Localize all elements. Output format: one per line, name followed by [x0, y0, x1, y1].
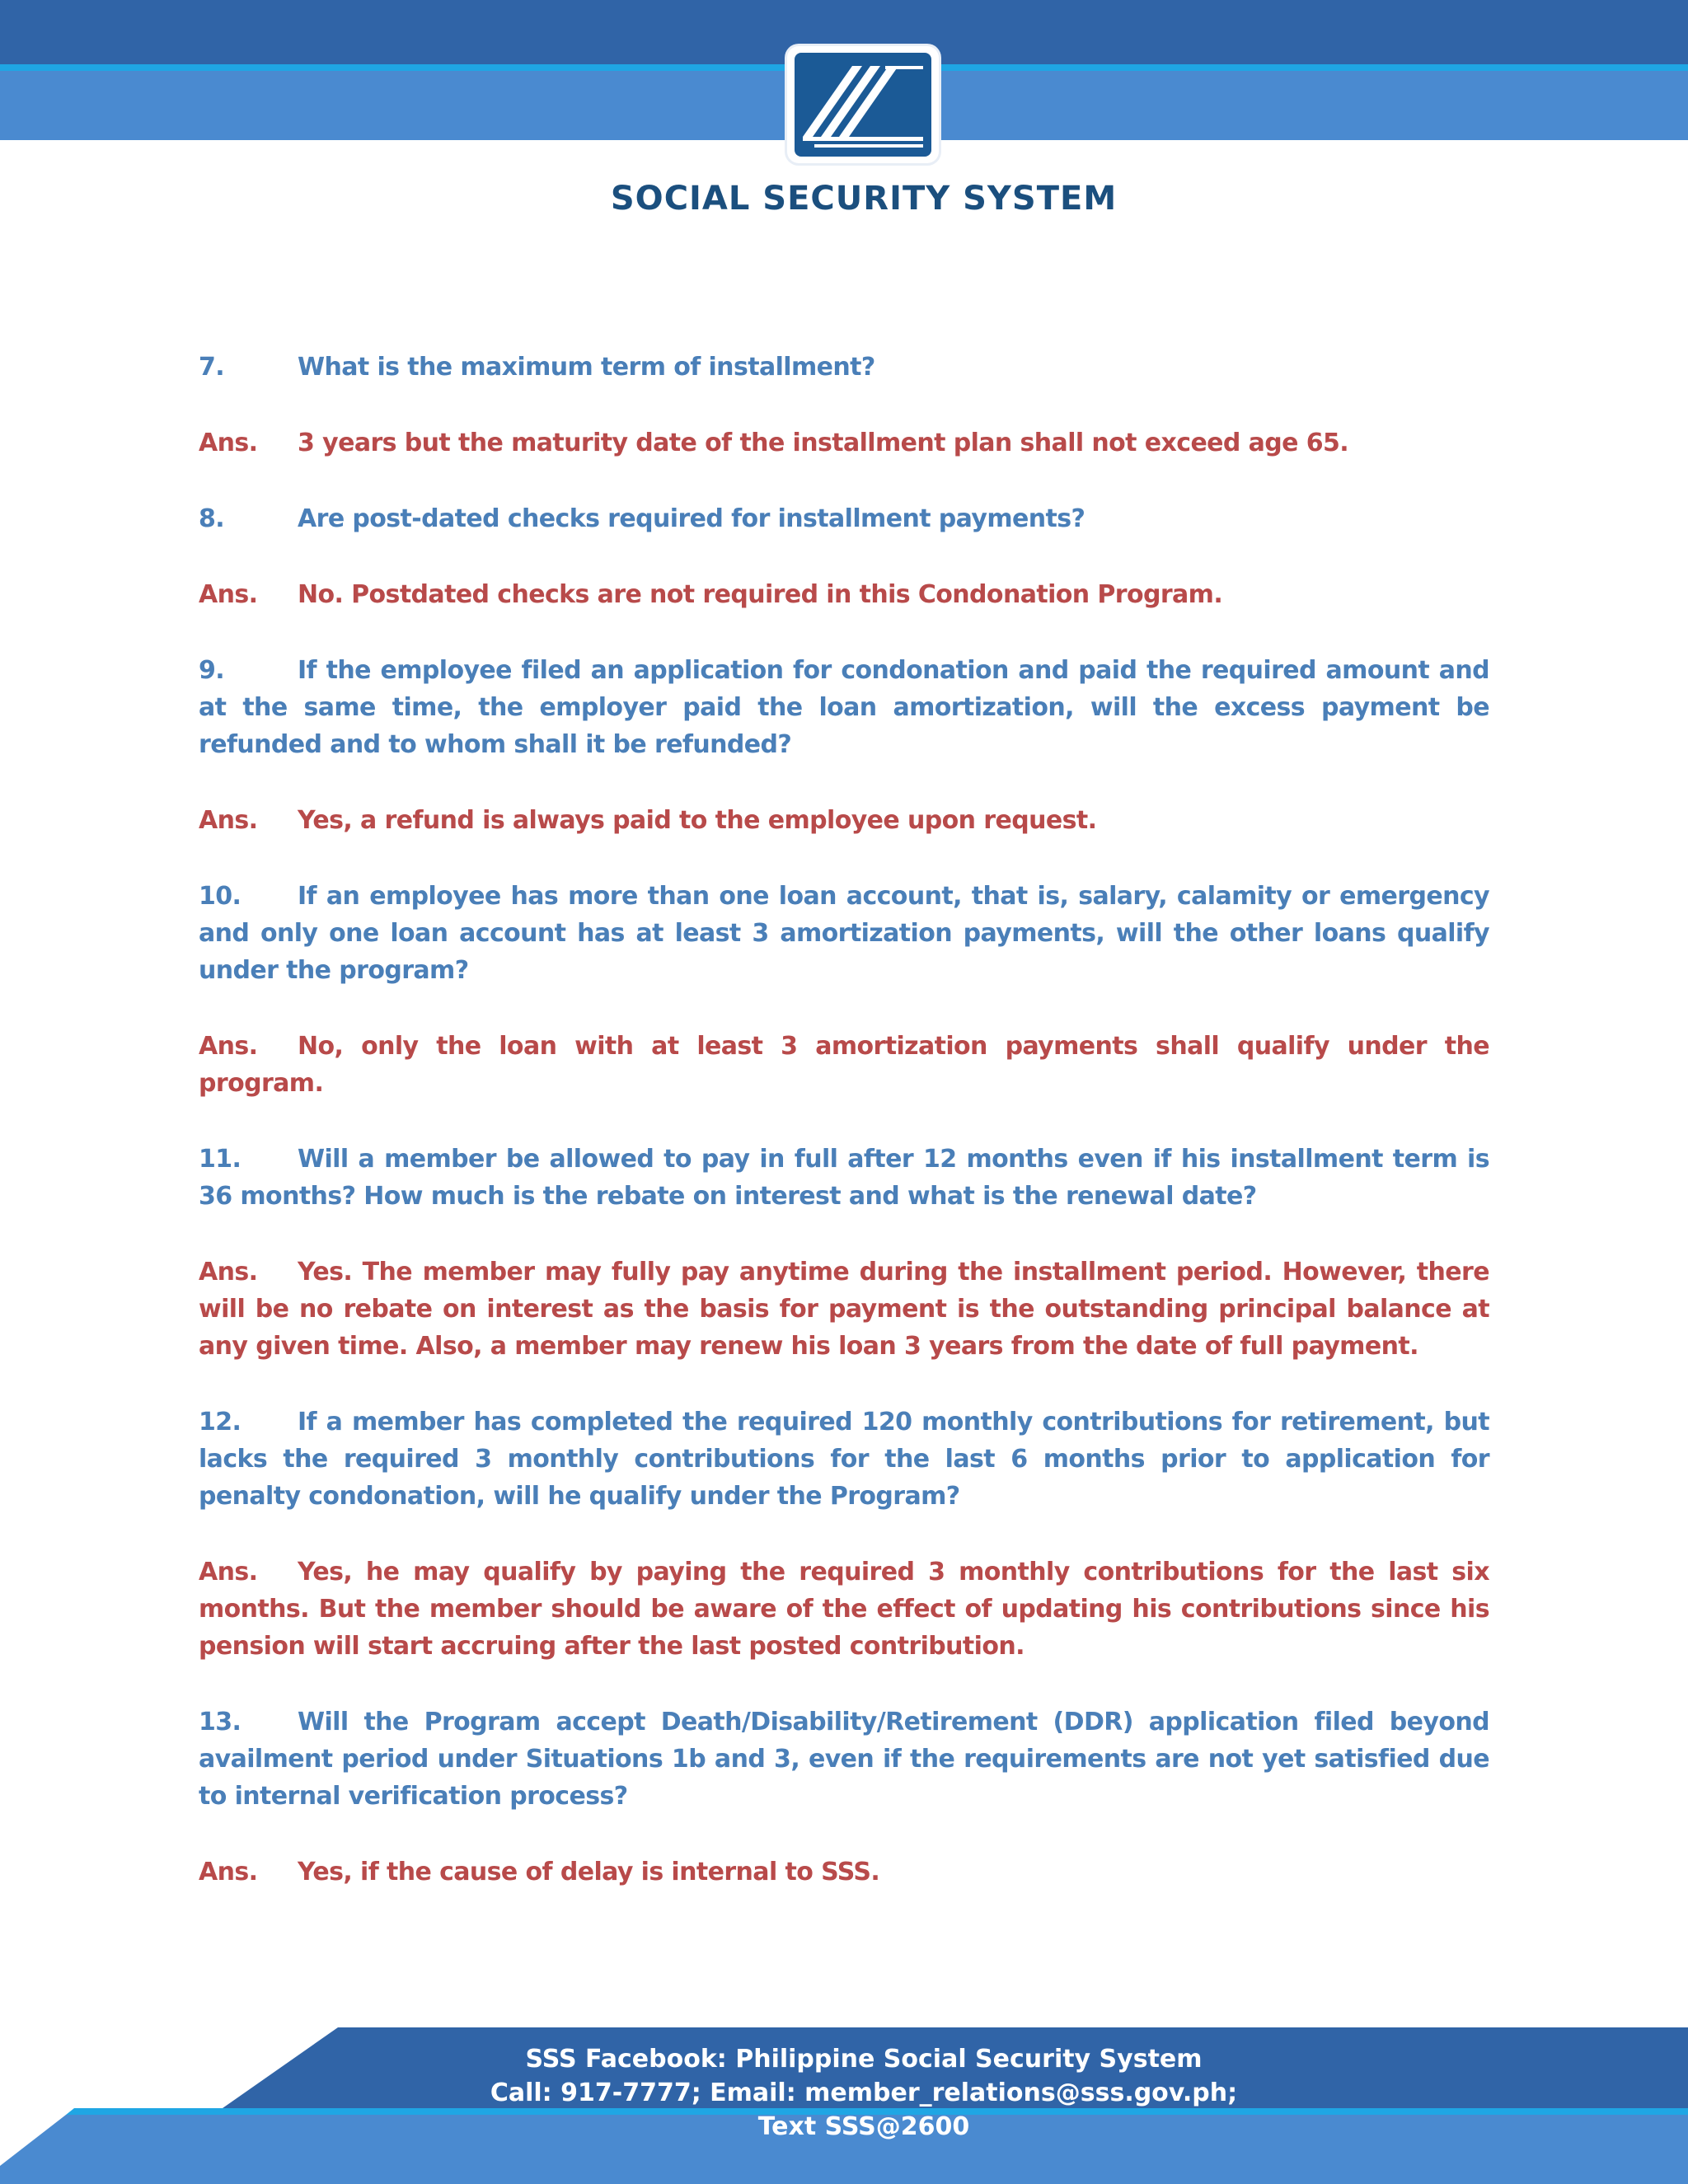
answer-7 — [199, 424, 1489, 462]
answer-label: Ans. — [199, 429, 258, 457]
question-10 — [199, 878, 1489, 989]
answer-12 — [199, 1554, 1489, 1665]
question-number: 7. — [199, 353, 225, 382]
question-number: 12. — [199, 1408, 241, 1436]
question-number: 9. — [199, 656, 225, 685]
answer-text: Yes. The member may fully pay anytime during the installment period. However, there will be no rebate on interest as the basis for payment is the outstanding principal balance at any given time. Also, a member may renew his loan 3 years from the date of full payment. — [199, 1258, 1489, 1361]
question-text: Will a member be allowed to pay in full after 12 months even if his installment term is 36 months? How much is the rebate on interest and what is the renewal date? — [199, 1145, 1489, 1211]
answer-text: Yes, he may qualify by paying the required 3 monthly contributions for the last six months. But the member should be aware of the effect of updating his contributions since his pension will start accruing after the last posted contribution. — [199, 1558, 1489, 1661]
question-number: 11. — [199, 1145, 241, 1174]
answer-label: Ans. — [199, 806, 258, 835]
question-text: Are post-dated checks required for installment payments? — [298, 504, 1085, 533]
answer-text: No. Postdated checks are not required in this Condonation Program. — [298, 580, 1223, 609]
question-number: 8. — [199, 504, 225, 533]
question-text: If the employee filed an application for condonation and paid the required amount and at the same time, the employer paid the loan amortization, will the excess payment be refunded and to whom shall it be refunded? — [199, 656, 1489, 759]
question-text: If a member has completed the required 120 monthly contributions for retirement, but lacks the required 3 monthly contributions for the last 6 months prior to application for penalty condonation, will he qualify under the Program? — [199, 1408, 1489, 1511]
answer-label: Ans. — [199, 580, 258, 609]
faq-content — [199, 349, 1489, 1929]
question-text: Will the Program accept Death/Disability/Retirement (DDR) application filed beyond availment period under Situations 1b and 3, even if the requirements are not yet satisfied due to internal verification process? — [199, 1708, 1489, 1811]
answer-11 — [199, 1254, 1489, 1365]
footer-facebook: SSS Facebook: Philippine Social Security System — [525, 2045, 1203, 2074]
answer-9 — [199, 802, 1489, 839]
question-number: 13. — [199, 1708, 241, 1736]
question-8 — [199, 500, 1489, 537]
question-text: If an employee has more than one loan account, that is, salary, calamity or emergency and only one loan account has at least 3 amortization payments, will the other loans qualify under the program? — [199, 882, 1489, 985]
answer-8 — [199, 576, 1489, 613]
footer-text-sms: Text SSS@2600 — [757, 2112, 970, 2141]
sss-logo — [787, 46, 939, 163]
answer-label: Ans. — [199, 1858, 258, 1886]
question-number: 10. — [199, 882, 241, 911]
answer-text: Yes, if the cause of delay is internal to SSS. — [298, 1858, 880, 1886]
footer-call-email: Call: 917-7777; Email: member_relations@sss.gov.ph; — [490, 2079, 1238, 2107]
answer-text: No, only the loan with at least 3 amortization payments shall qualify under the program. — [199, 1032, 1489, 1098]
question-11 — [199, 1141, 1489, 1215]
answer-text: Yes, a refund is always paid to the employee upon request. — [298, 806, 1097, 835]
question-text: What is the maximum term of installment? — [298, 353, 875, 382]
answer-label: Ans. — [199, 1032, 258, 1061]
question-9 — [199, 652, 1489, 763]
organization-name: SOCIAL SECURITY SYSTEM — [610, 180, 1118, 218]
answer-10 — [199, 1028, 1489, 1102]
answer-label: Ans. — [199, 1258, 258, 1286]
question-12 — [199, 1404, 1489, 1515]
footer-contact — [0, 2042, 1688, 2144]
question-13 — [199, 1704, 1489, 1815]
answer-text: 3 years but the maturity date of the installment plan shall not exceed age 65. — [298, 429, 1349, 457]
answer-13 — [199, 1854, 1489, 1891]
question-7 — [199, 349, 1489, 386]
sss-logo-icon — [795, 53, 931, 157]
answer-label: Ans. — [199, 1558, 258, 1586]
